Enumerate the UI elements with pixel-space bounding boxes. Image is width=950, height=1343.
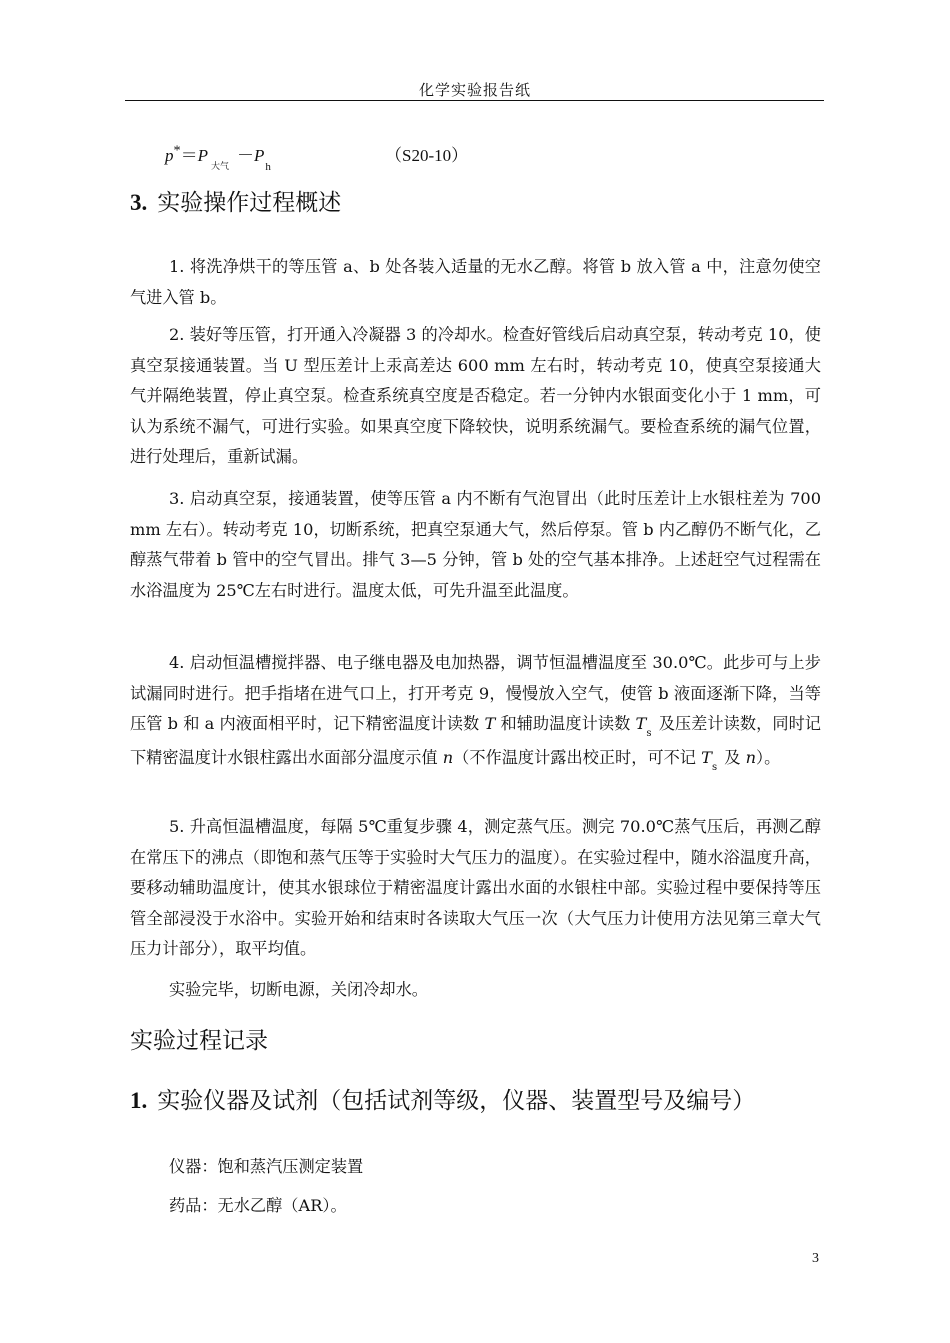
formula-p-atm-sub: 大气 [210,161,229,171]
step-4-part-2: 和辅助温度计读数 [495,714,636,733]
step-4-part-6: ）。 [756,747,781,767]
var-Ts-2: T [701,747,712,767]
var-Ts-sub: s [646,728,652,739]
section-3-title: 实验操作过程概述 [157,190,342,216]
step-4-part-3: 及压差计读数，同时记下精密温度计水银柱露出水面部分温度示值 [130,714,821,767]
page-number: 3 [812,1251,819,1266]
step-4-part-4: （不作温度计露出校正时，可不记 [453,747,702,767]
formula-p-h: P [253,146,265,165]
step-5: 5. 升高恒温槽温度，每隔 5℃重复步骤 4，测定蒸气压。测完 70.0℃蒸气压后，再测乙醇在常压下的沸点（即饱和蒸气压等于实验时大气压力的温度）。在实验过程中，随水浴温度升高，要移动辅助温度计，使其水银球位于精密温度计露出水面的水银柱中部。实验过程中要保持等压管全部浸没于水浴中。实验开始和结束时各读取大气压一次（大气压力计使用方法见第三章大气压力计部分），取平均值。 [130,817,821,958]
var-T: T [484,714,496,733]
reagents-line: 药品：无水乙醇（AR）。 [169,1196,347,1215]
step-4-part-1: 4. 启动恒温槽搅拌器、电子继电器及电加热器，调节恒温槽温度至 30.0℃。此步可与上步试漏同时进行。把手指堵在进气口上，打开考克 9，慢慢放入空气，使管 b 液面逐渐下降，当等压管 b 和 a 内液面相平时，记下精密温度计读数 [130,653,821,733]
section-1-title: 实验仪器及试剂（包括试剂等级，仪器、装置型号及编号） [157,1088,756,1114]
var-Ts-2-sub: s [711,761,718,773]
section-1-number: 1. [130,1088,148,1113]
formula-p: p [165,146,174,165]
formula-p-atm: P [197,146,208,165]
closing-note: 实验完毕，切断电源，关闭冷却水。 [169,980,428,999]
section-1-heading [130,1082,755,1115]
instruments-line: 仪器：饱和蒸汽压测定装置 [169,1157,364,1176]
page-header-title: 化学实验报告纸 [418,81,531,99]
formula-label: （S20-10） [385,146,469,165]
formula-equals: ＝ [180,146,198,165]
step-4 [130,648,821,776]
formula-p-h-sub: h [265,161,271,173]
record-heading: 实验过程记录 [130,1028,268,1054]
formula-s20-10 [165,141,469,173]
header-rule [125,100,824,101]
formula-minus: － [236,146,254,165]
var-n-2: n [745,747,756,767]
section-3-heading [130,184,341,217]
section-3-number: 3. [130,190,148,215]
step-1: 1. 将洗净烘干的等压管 a、b 处各装入适量的无水乙醇。将管 b 放入管 a 中，注意勿使空气进入管 b。 [130,257,821,307]
formula-star: * [173,142,181,159]
step-4-part-5: 及 [719,747,746,767]
var-n: n [442,747,454,767]
step-2: 2. 装好等压管，打开通入冷凝器 3 的冷却水。检查好管线后启动真空泵，转动考克 10，使真空泵接通装置。当 U 型压差计上汞高差达 600 mm 左右时，转动考克 10，使真空泵接通大气并隔绝装置，停止真空泵。检查系统真空度是否稳定。若一分钟内水银面变化小于 1 mm，可认为系统不漏气，可进行实验。如果真空度下降较快，说明系统漏气。要检查系统的漏气位置，进行处理后，重新试漏。 [130,325,821,466]
step-3: 3. 启动真空泵，接通装置，使等压管 a 内不断有气泡冒出（此时压差计上水银柱差为 700 mm 左右）。转动考克 10，切断系统，把真空泵通大气，然后停泵。管 b 内乙醇仍不断气化，乙醇蒸气带着 b 管中的空气冒出。排气 3—5 分钟，管 b 处的空气基本排净。上述赶空气过程需在水浴温度为 25℃左右时进行。温度太低，可先升温至此温度。 [130,489,821,600]
var-Ts: T [635,714,647,733]
